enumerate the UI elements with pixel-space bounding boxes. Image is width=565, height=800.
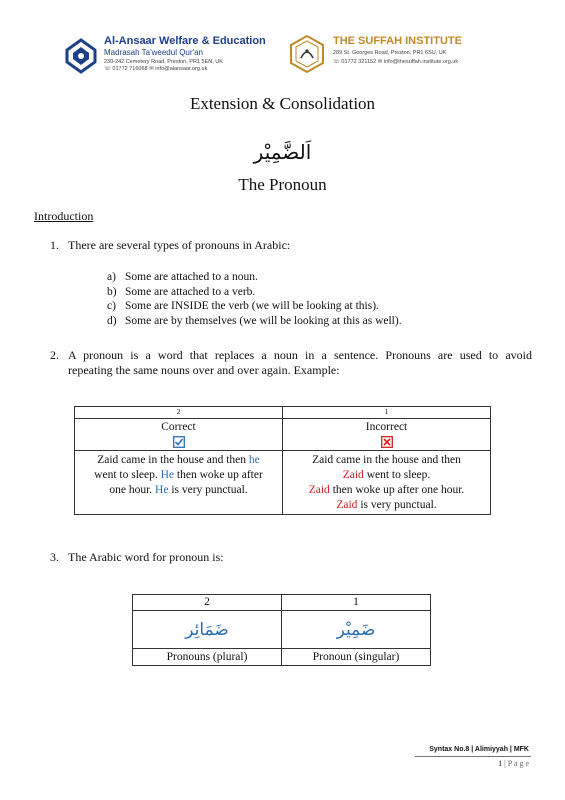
phone-icon: ☏ <box>104 66 113 72</box>
arabic-title: اَلضَّمِيْر <box>253 140 312 164</box>
arabic-plural: ضَمَائِر <box>133 611 282 649</box>
al-ansaar-info <box>104 35 266 72</box>
incorrect-header-cell <box>283 419 491 451</box>
email-icon: ✉ <box>377 59 384 65</box>
column-number: 1 <box>282 595 431 611</box>
column-number: 1 <box>283 407 491 419</box>
incorrect-header: Incorrect <box>365 421 408 433</box>
suffah-name: THE SUFFAH INSTITUTE <box>333 35 462 47</box>
al-ansaar-subtitle: Madrasah Ta'weedul Qur'an <box>104 48 203 57</box>
column-number: 2 <box>133 595 282 611</box>
item-text-line2: repeating the same nouns over and over again. Example: <box>68 363 340 377</box>
footer-rule <box>415 756 531 757</box>
arabic-singular: ضَمِيْر <box>282 611 431 649</box>
item-number: 2. <box>50 348 59 362</box>
item-number: 3. <box>50 550 59 564</box>
al-ansaar-address: 230-242 Cemetery Road, Preston, PR1 5EN, UK <box>104 59 223 65</box>
suffah-emblem-icon <box>287 34 327 74</box>
al-ansaar-emblem-icon <box>64 38 98 74</box>
correct-example-cell: Zaid came in the house and then he went to sleep. He then woke up after one hour. He is very punctual. <box>75 451 283 515</box>
pronoun-highlight: He <box>155 484 169 496</box>
pronoun-table <box>132 594 431 666</box>
noun-highlight: Zaid <box>308 484 330 496</box>
example-table <box>74 406 491 515</box>
list-item-2 <box>50 348 532 378</box>
noun-highlight: Zaid <box>336 499 358 511</box>
al-ansaar-name: Al-Ansaar Welfare & Education <box>104 35 266 47</box>
pronoun-highlight: he <box>248 454 260 466</box>
item-text-line1: A pronoun is a word that replaces a noun in a sentence. Pronouns are used to avoid <box>68 348 532 362</box>
suffah-info <box>333 35 462 65</box>
sub-list <box>107 270 402 328</box>
sub-item-d: d) Some are by themselves (we will be looking at this as well). <box>107 314 402 327</box>
list-item-3 <box>50 550 224 565</box>
suffah-logo <box>287 34 327 74</box>
column-number: 2 <box>75 407 283 419</box>
suffah-address: 289 St. Georges Road, Preston, PR1 6SU, UK <box>333 50 447 56</box>
sub-item-a: a) Some are attached to a noun. <box>107 271 258 283</box>
correct-header: Correct <box>161 421 196 433</box>
checkbox-check-icon <box>173 436 185 448</box>
item-text: There are several types of pronouns in Arabic: <box>68 238 291 252</box>
noun-highlight: Zaid <box>342 469 364 481</box>
phone-icon: ☏ <box>333 59 342 65</box>
suffah-contact: ☏ 01772 321152 ✉ info@thesuffah.institute.org.uk <box>333 59 459 65</box>
page-title: Extension & Consolidation <box>189 94 376 113</box>
plural-label: Pronouns (plural) <box>133 649 282 666</box>
al-ansaar-logo <box>64 38 98 74</box>
item-number: 1. <box>50 238 59 252</box>
item-text: The Arabic word for pronoun is: <box>68 550 224 564</box>
sub-item-b: b) Some are attached to a verb. <box>107 285 256 298</box>
intro-heading: Introduction <box>34 209 94 223</box>
footer-info: Syntax No.8 | Alimiyyah | MFK <box>429 746 529 753</box>
incorrect-example-cell: Zaid came in the house and then Zaid went to sleep. Zaid then woke up after one hour. Zaid is very punctual. <box>283 451 491 515</box>
pronoun-highlight: He <box>160 469 175 481</box>
singular-label: Pronoun (singular) <box>282 649 431 666</box>
list-item-1 <box>50 238 290 253</box>
page-subtitle: The Pronoun <box>238 175 327 194</box>
al-ansaar-contact: ☏ 01772 716068 ✉ info@alansaar.org.uk <box>104 66 208 72</box>
sub-item-c: c) Some are INSIDE the verb (we will be looking at this). <box>107 300 379 312</box>
page-number: 1 | P a g e <box>498 759 529 768</box>
checkbox-x-icon <box>381 436 393 448</box>
correct-header-cell <box>75 419 283 451</box>
email-icon: ✉ <box>149 66 156 72</box>
